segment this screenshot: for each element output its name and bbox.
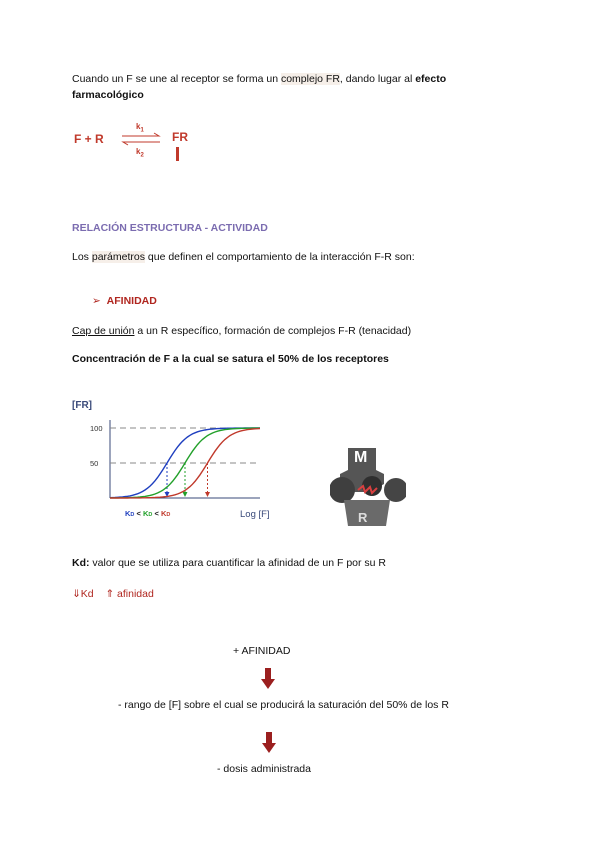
binding-curve-chart <box>70 396 290 526</box>
bullet-arrow-icon: ➢ <box>92 295 101 307</box>
equation-right: FR <box>172 130 188 144</box>
k2-label: $k_2$ <box>136 147 144 159</box>
y-tick-label: 50 <box>90 459 99 468</box>
equilibrium-arrows-icon <box>120 132 162 146</box>
flow-step-2: - rango de [F] sobre el cual se producirá la saturación del 50% de los R <box>118 699 449 711</box>
equation-left: F + R <box>74 132 104 146</box>
y-tick-label: 100 <box>90 424 103 433</box>
effect-bar-icon <box>176 147 179 161</box>
series-kd-arrowhead-1 <box>183 492 188 497</box>
kd-relation-line <box>72 588 154 600</box>
bullet-afinidad: ➢ AFINIDAD <box>92 295 157 307</box>
kd-comparison-legend: KD < KD < KD <box>125 509 171 518</box>
y-axis-label: [FR] <box>72 400 92 411</box>
reaction-equation <box>72 120 202 165</box>
flow-step-1: + AFINIDAD <box>233 645 291 657</box>
kd-definition-line: Kd: valor que se utiliza para cuantificar la afinidad de un F por su R <box>72 557 386 569</box>
intro-line-1: Cuando un F se une al receptor se forma un complejo FR, dando lugar al efecto <box>72 73 447 85</box>
section-title: RELACIÓN ESTRUCTURA - ACTIVIDAD <box>72 222 268 234</box>
r-label: R <box>358 510 368 525</box>
concentration-line: Concentración de F a la cual se satura el 50% de los receptores <box>72 353 389 365</box>
intro-line-2: farmacológico <box>72 89 144 101</box>
receptor-left-lobe <box>330 477 355 503</box>
down-arrow-icon <box>262 732 276 754</box>
kd-decrease: ⇓Kd <box>72 588 94 600</box>
flow-step-3: - dosis administrada <box>217 763 311 775</box>
m-label: M <box>354 449 368 466</box>
k1-label: $k_1$ <box>136 122 144 134</box>
affinity-increase: ⇑ afinidad <box>105 588 154 600</box>
receptor-binding-illustration <box>330 440 406 526</box>
parameters-line: Los parámetros que definen el comportamiento de la interacción F-R son: <box>72 251 415 263</box>
x-axis-label: Log [F] <box>240 509 270 520</box>
highlight-complejo-fr: complejo FR <box>280 73 340 85</box>
highlight-parametros: parámetros <box>91 251 145 263</box>
series-kd-arrowhead-2 <box>205 492 210 497</box>
down-arrow-icon <box>261 668 275 690</box>
capacity-line: Cap de unión a un R específico, formación de complejos F-R (tenacidad) <box>72 325 412 337</box>
